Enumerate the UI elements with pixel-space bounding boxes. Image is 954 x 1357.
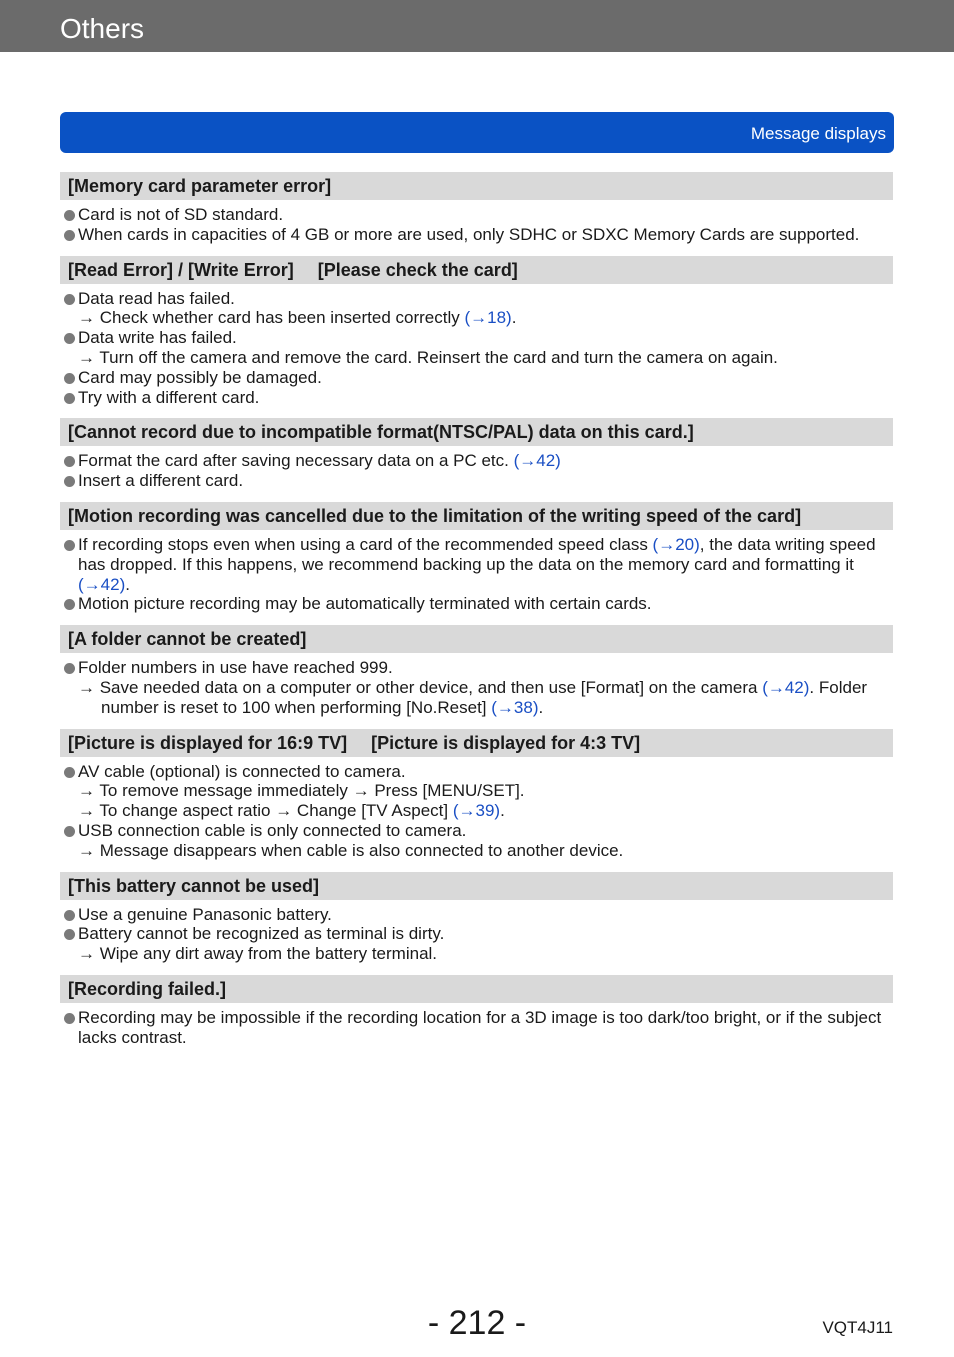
bullet-dot-icon [64, 373, 75, 384]
item-text: When cards in capacities of 4 GB or more are used, only SDHC or SDXC Memory Cards are supported. [78, 224, 860, 244]
page-reference-link[interactable]: (→42) [78, 574, 126, 594]
arrow-instruction [60, 801, 893, 821]
item-text: Battery cannot be recognized as terminal is dirty. [78, 924, 445, 944]
section-heading [60, 625, 893, 653]
bullet-dot-icon [64, 1013, 75, 1024]
bullet-dot-icon [64, 230, 75, 241]
section-heading-text: [This battery cannot be used] [68, 875, 320, 896]
section-heading-text-secondary: [Picture is displayed for 4:3 TV] [371, 732, 641, 753]
item-text: → To change aspect ratio → Change [TV Aspect] [78, 801, 453, 821]
item-text-continued: , the data writing speed has dropped. If this happens, we recommend backing up the data on the memory card and formatting it [78, 534, 876, 574]
item-text-continued: . Folder number is reset to 100 when performing [No.Reset] [101, 677, 868, 717]
chapter-title: Others [60, 13, 145, 44]
section-ribbon [60, 112, 894, 153]
bullet-item [60, 535, 893, 594]
bullet-dot-icon [64, 599, 75, 610]
item-text: → Turn off the camera and remove the card. Reinsert the card and turn the camera on again. [78, 347, 778, 367]
item-text: → Message disappears when cable is also connected to another device. [78, 840, 624, 860]
bullet-dot-icon [64, 540, 75, 551]
section-heading-text-secondary: [Please check the card] [317, 259, 518, 280]
bullet-item [60, 905, 893, 925]
bullet-item [60, 388, 893, 408]
section-body [60, 1003, 893, 1059]
arrow-instruction-text [78, 841, 623, 861]
item-text: Card may possibly be damaged. [78, 367, 322, 387]
bullet-dot-icon [64, 910, 75, 921]
bullet-dot-icon [64, 333, 75, 344]
bullet-item [60, 368, 893, 388]
section-heading [60, 418, 893, 446]
page-reference-link[interactable]: (→38) [491, 697, 539, 717]
item-text: Data write has failed. [78, 328, 237, 348]
item-text: → Wipe any dirt away from the battery terminal. [78, 944, 438, 964]
bullet-item [60, 328, 893, 348]
item-text-continued: . [500, 801, 505, 821]
bullet-item [60, 205, 893, 225]
item-text: AV cable (optional) is connected to camera. [78, 761, 406, 781]
item-text: Motion picture recording may be automatically terminated with certain cards. [78, 594, 652, 614]
arrow-instruction-text [78, 678, 893, 718]
page-reference-link[interactable]: (→20) [652, 534, 700, 554]
section-body [60, 653, 893, 728]
section-body [60, 530, 893, 625]
ribbon-label: Message displays [750, 124, 886, 143]
page-reference-link[interactable]: (→39) [452, 801, 501, 821]
bullet-item [60, 289, 893, 309]
item-text: Insert a different card. [78, 471, 244, 491]
item-text-continued: . [125, 574, 130, 594]
document-code: VQT4J11 [822, 1318, 893, 1337]
bullet-item [60, 762, 893, 782]
bullet-item [60, 658, 893, 678]
item-text: Folder numbers in use have reached 999. [78, 658, 393, 678]
section-heading [60, 872, 893, 900]
arrow-instruction [60, 678, 893, 718]
bullet-dot-icon [64, 929, 75, 940]
section-heading-text: [Memory card parameter error] [68, 176, 332, 196]
section-heading [60, 975, 893, 1003]
arrow-instruction [60, 841, 893, 861]
bullet-dot-icon [64, 476, 75, 487]
bullet-dot-icon [64, 663, 75, 674]
item-text: → Check whether card has been inserted correctly [78, 308, 465, 328]
arrow-instruction-text [78, 944, 437, 964]
arrow-instruction [60, 781, 893, 801]
section-body [60, 900, 893, 975]
item-text: USB connection cable is only connected to camera. [78, 820, 467, 840]
page-reference-link[interactable]: (→42) [762, 677, 810, 697]
top-header-bar [0, 0, 954, 52]
arrow-instruction [60, 308, 893, 328]
section-heading [60, 729, 893, 757]
section-heading [60, 172, 893, 200]
item-text-continued: . [538, 697, 544, 717]
bullet-dot-icon [64, 826, 75, 837]
arrow-instruction [60, 348, 893, 368]
item-text-continued: . [511, 308, 517, 328]
section-heading-text: [Recording failed.] [68, 978, 227, 999]
section-heading-text: [A folder cannot be created] [68, 629, 307, 650]
item-text: Format the card after saving necessary data on a PC etc. [78, 451, 514, 471]
item-text: → Save needed data on a computer or other device, and then use [Format] on the camera [78, 677, 763, 697]
item-text: → To remove message immediately → Press [MENU/SET]. [78, 781, 525, 801]
message-list [60, 172, 893, 1059]
item-text: Data read has failed. [78, 288, 235, 308]
arrow-instruction-text [78, 308, 516, 328]
section-body [60, 446, 893, 502]
bullet-item [60, 594, 893, 614]
arrow-instruction [60, 944, 893, 964]
page-reference-link[interactable]: (→18) [464, 308, 512, 328]
bullet-dot-icon [64, 393, 75, 404]
arrow-instruction-text [78, 781, 525, 801]
section-heading [60, 502, 893, 530]
section-heading-text: [Read Error] / [Write Error] [68, 259, 294, 280]
bullet-item [60, 1008, 893, 1048]
bullet-dot-icon [64, 767, 75, 778]
bullet-item [60, 924, 893, 944]
item-text: Try with a different card. [78, 387, 260, 407]
item-text: Card is not of SD standard. [78, 205, 284, 224]
bullet-dot-icon [64, 456, 75, 467]
page-reference-link[interactable]: (→42) [513, 451, 561, 471]
section-body [60, 757, 893, 872]
bullet-item [60, 821, 893, 841]
arrow-instruction-text [78, 801, 505, 821]
item-text: Use a genuine Panasonic battery. [78, 904, 332, 924]
section-heading [60, 256, 893, 284]
arrow-instruction-text [78, 348, 778, 368]
page-number: - 212 - [427, 1304, 527, 1342]
section-heading-text: [Picture is displayed for 16:9 TV] [68, 732, 348, 753]
section-body [60, 284, 893, 419]
bullet-dot-icon [64, 210, 75, 221]
section-heading-text: [Motion recording was cancelled due to the limitation of the writing speed of the card] [68, 505, 802, 526]
item-text: If recording stops even when using a card of the recommended speed class [78, 534, 653, 554]
bullet-item [60, 451, 893, 471]
item-text: Recording may be impossible if the recording location for a 3D image is too dark/too bright, or if the subject lacks contrast. [78, 1007, 882, 1047]
bullet-item [60, 225, 893, 245]
section-heading-text: [Cannot record due to incompatible format(NTSC/PAL) data on this card.] [68, 422, 694, 443]
bullet-dot-icon [64, 294, 75, 305]
section-body [60, 200, 893, 256]
bullet-item [60, 471, 893, 491]
